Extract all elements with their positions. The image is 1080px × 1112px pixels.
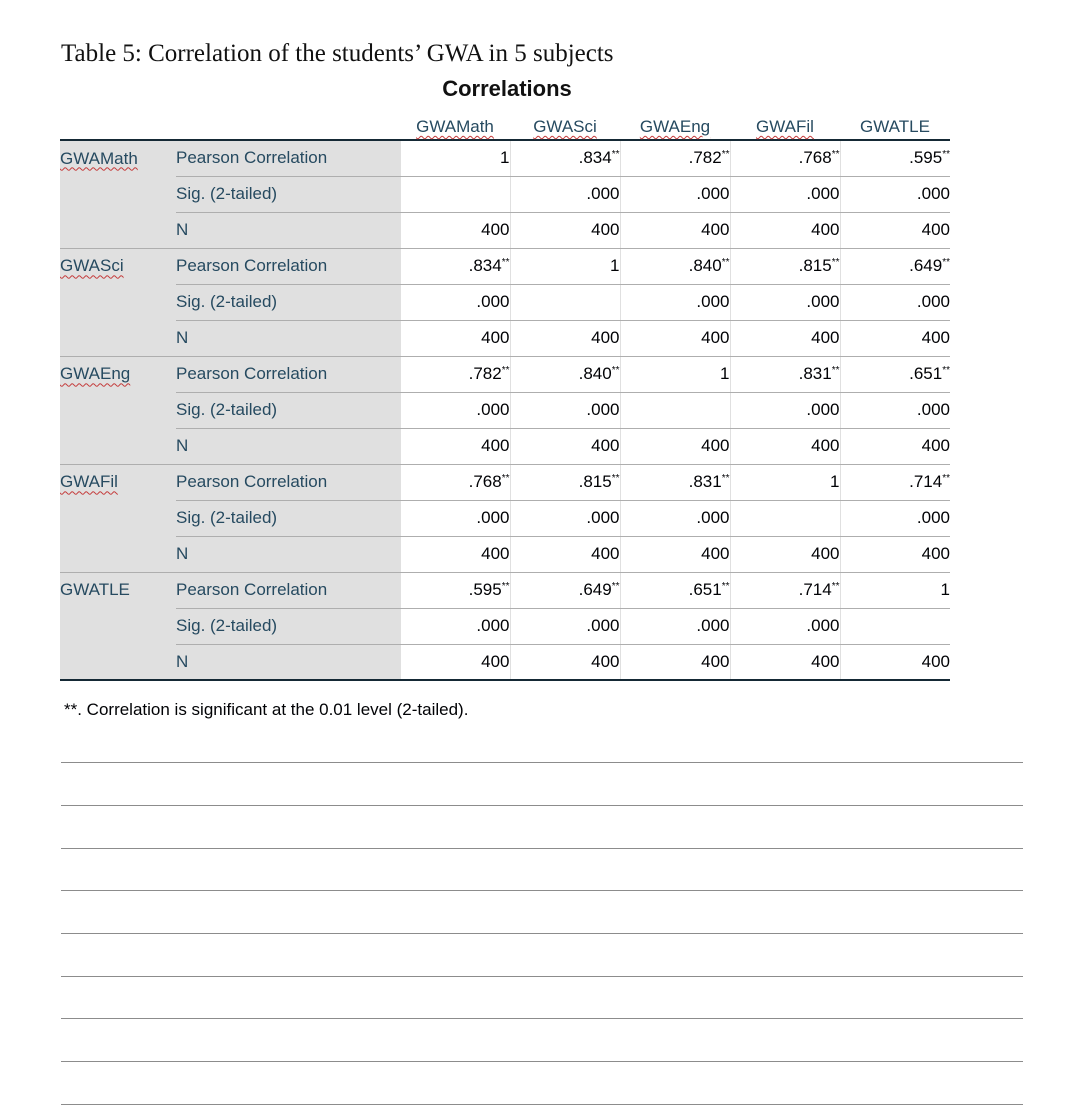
value-cell: [400, 212, 510, 248]
cell-value: .840: [578, 364, 612, 383]
cell-value: .714: [798, 580, 832, 599]
cell-value: 1: [500, 148, 510, 168]
value-cell: [730, 572, 840, 608]
value-cell: [730, 284, 840, 320]
value-cell: [620, 464, 730, 500]
stat-label-cell: N: [176, 428, 400, 464]
correlations-table: [60, 108, 950, 681]
cell-value: .000: [916, 508, 950, 527]
value-cell: [510, 140, 620, 176]
value-cell: [510, 608, 620, 644]
value-cell: [510, 284, 620, 320]
cell-value: .649: [578, 580, 612, 599]
cell-value: .834: [578, 148, 612, 168]
cell-value: 400: [591, 328, 620, 347]
significance-marker: **: [611, 581, 620, 592]
corner-cell: [60, 108, 176, 140]
value-cell: [730, 464, 840, 500]
value-cell: [840, 572, 950, 608]
cell-value: 400: [591, 436, 620, 455]
value-cell: [840, 392, 950, 428]
column-header: [730, 108, 840, 140]
significance-marker: **: [501, 257, 510, 268]
cell-value: .651: [688, 580, 722, 599]
cell-value: .000: [916, 292, 950, 311]
value-cell: [620, 284, 730, 320]
cell-value: 400: [481, 436, 510, 455]
row-header-cell: [60, 248, 176, 284]
row-header-label: GWATLE: [60, 580, 130, 600]
cell-value: .000: [916, 400, 950, 419]
value-cell: [620, 356, 730, 392]
table-row: [60, 176, 950, 212]
cell-value: .000: [916, 184, 950, 203]
value-cell: [620, 572, 730, 608]
row-header-cell: [60, 176, 176, 212]
value-cell: [510, 464, 620, 500]
row-header-label: GWAEng: [60, 364, 131, 384]
cell-value: .000: [696, 508, 730, 527]
value-cell: [730, 176, 840, 212]
cell-value: 400: [591, 544, 620, 563]
significance-marker: **: [611, 149, 620, 161]
stat-label-cell: Pearson Correlation: [176, 356, 400, 392]
row-header-cell: [60, 608, 176, 644]
table-row: [60, 212, 950, 248]
significance-marker: **: [501, 365, 510, 376]
value-cell: [400, 392, 510, 428]
value-cell: [620, 536, 730, 572]
cell-value: 400: [811, 544, 840, 563]
value-cell: [840, 428, 950, 464]
column-header: [400, 108, 510, 140]
cell-value: 400: [811, 220, 840, 239]
significance-marker: **: [721, 257, 730, 268]
table-row: [60, 248, 950, 284]
ruled-line: [61, 1061, 1023, 1062]
row-header-cell: [60, 320, 176, 356]
cell-value: 400: [481, 328, 510, 347]
value-cell: [510, 176, 620, 212]
value-cell: [620, 428, 730, 464]
value-cell: [730, 608, 840, 644]
significance-marker: **: [831, 365, 840, 376]
value-cell: [510, 392, 620, 428]
value-cell: [510, 356, 620, 392]
column-header-label: GWAEng: [639, 117, 711, 136]
table-row: [60, 536, 950, 572]
cell-value: .000: [586, 184, 620, 203]
ruled-line: [61, 933, 1023, 934]
cell-value: .714: [909, 472, 943, 491]
ruled-line: [61, 1018, 1023, 1019]
cell-value: .831: [688, 472, 722, 491]
value-cell: [730, 212, 840, 248]
value-cell: [620, 140, 730, 176]
stat-label-cell: Pearson Correlation: [176, 464, 400, 500]
value-cell: [510, 536, 620, 572]
significance-marker: **: [721, 581, 730, 592]
cell-value: 400: [701, 220, 730, 239]
significance-marker: **: [831, 149, 840, 161]
row-header-cell: [60, 392, 176, 428]
cell-value: .000: [696, 292, 730, 311]
cell-value: 400: [701, 436, 730, 455]
value-cell: [400, 176, 510, 212]
value-cell: [730, 500, 840, 536]
significance-marker: **: [501, 473, 510, 484]
value-cell: [400, 320, 510, 356]
ruled-line: [61, 890, 1023, 891]
table-row: [60, 464, 950, 500]
value-cell: [510, 572, 620, 608]
value-cell: [510, 500, 620, 536]
footnote: **. Correlation is significant at the 0.01 level (2-tailed).: [64, 700, 469, 719]
value-cell: [620, 608, 730, 644]
row-header-cell: [60, 572, 176, 608]
cell-value: 400: [811, 436, 840, 455]
value-cell: [840, 284, 950, 320]
significance-marker: **: [831, 257, 840, 268]
value-cell: [400, 572, 510, 608]
column-header-label: GWASci: [533, 117, 597, 136]
row-header-cell: [60, 464, 176, 500]
significance-marker: **: [942, 365, 950, 376]
row-header-label: GWAMath: [60, 148, 138, 168]
significance-marker: **: [721, 473, 730, 484]
stat-label-cell: N: [176, 320, 400, 356]
value-cell: [840, 644, 950, 680]
value-cell: [620, 644, 730, 680]
ruled-line: [61, 762, 1023, 763]
cell-value: 400: [921, 328, 950, 347]
stat-label-cell: N: [176, 212, 400, 248]
cell-value: .651: [909, 364, 943, 383]
cell-value: .000: [696, 616, 730, 635]
stat-label-cell: Pearson Correlation: [176, 140, 400, 176]
value-cell: [510, 428, 620, 464]
table-row: [60, 320, 950, 356]
value-cell: [400, 464, 510, 500]
cell-value: 400: [481, 220, 510, 239]
cell-value: .815: [578, 472, 612, 491]
table-row: [60, 428, 950, 464]
value-cell: [840, 248, 950, 284]
table-row: [60, 356, 950, 392]
cell-value: 400: [921, 220, 950, 239]
ruled-line: [61, 1104, 1023, 1105]
cell-value: .815: [798, 256, 832, 275]
stat-label-cell: Pearson Correlation: [176, 572, 400, 608]
value-cell: [730, 248, 840, 284]
stat-label-cell: Sig. (2-tailed): [176, 284, 400, 320]
value-cell: [730, 320, 840, 356]
cell-value: .782: [468, 364, 502, 383]
stat-label-cell: Sig. (2-tailed): [176, 176, 400, 212]
header-row: [60, 108, 950, 140]
table-title: Correlations: [442, 76, 572, 101]
cell-value: .595: [909, 148, 943, 168]
row-header-cell: [60, 536, 176, 572]
significance-marker: **: [611, 365, 620, 376]
value-cell: [400, 608, 510, 644]
cell-value: 400: [481, 651, 510, 671]
cell-value: .000: [696, 184, 730, 203]
value-cell: [620, 500, 730, 536]
value-cell: [840, 176, 950, 212]
significance-marker: **: [942, 473, 950, 484]
cell-value: .000: [806, 400, 840, 419]
value-cell: [400, 536, 510, 572]
table-row: [60, 140, 950, 176]
table-row: [60, 392, 950, 428]
cell-value: .840: [688, 256, 722, 275]
cell-value: .768: [468, 472, 502, 491]
stat-label-cell: N: [176, 536, 400, 572]
column-header: [620, 108, 730, 140]
stat-label-cell: Sig. (2-tailed): [176, 500, 400, 536]
stat-label-cell: Pearson Correlation: [176, 248, 400, 284]
cell-value: .000: [476, 616, 510, 635]
value-cell: [400, 356, 510, 392]
value-cell: [400, 284, 510, 320]
value-cell: [840, 464, 950, 500]
cell-value: 400: [921, 544, 950, 563]
cell-value: 1: [720, 364, 730, 383]
value-cell: [510, 248, 620, 284]
value-cell: [730, 644, 840, 680]
value-cell: [840, 500, 950, 536]
column-header: [840, 108, 950, 140]
significance-marker: **: [942, 257, 950, 268]
value-cell: [400, 428, 510, 464]
cell-value: 400: [811, 328, 840, 347]
cell-value: 400: [921, 436, 950, 455]
cell-value: 1: [610, 256, 620, 275]
cell-value: .000: [476, 400, 510, 419]
value-cell: [840, 320, 950, 356]
cell-value: .595: [468, 580, 502, 599]
cell-value: 400: [701, 544, 730, 563]
table-row: [60, 608, 950, 644]
row-header-label: GWASci: [60, 256, 124, 276]
value-cell: [730, 356, 840, 392]
ruled-line: [61, 805, 1023, 806]
value-cell: [730, 392, 840, 428]
cell-value: .000: [476, 292, 510, 311]
value-cell: [840, 536, 950, 572]
value-cell: [400, 248, 510, 284]
cell-value: 1: [940, 580, 950, 599]
column-header-label: GWAFil: [756, 117, 814, 136]
value-cell: [840, 608, 950, 644]
cell-value: .000: [586, 400, 620, 419]
value-cell: [730, 536, 840, 572]
value-cell: [620, 392, 730, 428]
value-cell: [620, 176, 730, 212]
significance-marker: **: [942, 149, 950, 161]
value-cell: [620, 212, 730, 248]
value-cell: [400, 644, 510, 680]
row-header-cell: [60, 500, 176, 536]
ruled-line: [61, 976, 1023, 977]
value-cell: [840, 356, 950, 392]
table-row: [60, 500, 950, 536]
significance-marker: **: [831, 581, 840, 592]
value-cell: [730, 428, 840, 464]
cell-value: .000: [806, 184, 840, 203]
value-cell: [400, 140, 510, 176]
row-header-cell: [60, 644, 176, 680]
cell-value: 400: [481, 544, 510, 563]
cell-value: 400: [591, 651, 620, 671]
significance-marker: **: [501, 581, 510, 592]
table-row: [60, 572, 950, 608]
column-header: [510, 108, 620, 140]
row-header-cell: [60, 212, 176, 248]
row-header-cell: [60, 356, 176, 392]
corner-cell: [176, 108, 400, 140]
table-caption: Table 5: Correlation of the students’ GWA in 5 subjects: [61, 40, 614, 67]
stat-label-cell: Sig. (2-tailed): [176, 392, 400, 428]
column-header-label: GWATLE: [860, 117, 930, 136]
cell-value: 400: [921, 651, 950, 671]
table-body: [60, 140, 950, 680]
cell-value: 400: [811, 651, 840, 671]
cell-value: 1: [830, 472, 840, 491]
row-header-cell: [60, 428, 176, 464]
significance-marker: **: [721, 149, 730, 161]
cell-value: .649: [909, 256, 943, 275]
cell-value: 400: [701, 651, 730, 671]
stat-label-cell: N: [176, 644, 400, 680]
value-cell: [620, 320, 730, 356]
table-row: [60, 284, 950, 320]
stat-label-cell: Sig. (2-tailed): [176, 608, 400, 644]
row-header-cell: [60, 284, 176, 320]
value-cell: [510, 644, 620, 680]
significance-marker: **: [611, 473, 620, 484]
table-row: [60, 644, 950, 680]
value-cell: [730, 140, 840, 176]
cell-value: .831: [798, 364, 832, 383]
column-header-label: GWAMath: [416, 117, 494, 136]
ruled-line: [61, 848, 1023, 849]
cell-value: .000: [806, 292, 840, 311]
value-cell: [840, 212, 950, 248]
cell-value: .834: [468, 256, 502, 275]
cell-value: .782: [688, 148, 722, 168]
value-cell: [840, 140, 950, 176]
value-cell: [620, 248, 730, 284]
cell-value: .000: [806, 616, 840, 635]
cell-value: .000: [586, 508, 620, 527]
value-cell: [510, 320, 620, 356]
value-cell: [510, 212, 620, 248]
cell-value: .768: [798, 148, 832, 168]
row-header-cell: [60, 140, 176, 176]
value-cell: [400, 500, 510, 536]
cell-value: 400: [591, 220, 620, 239]
row-header-label: GWAFil: [60, 472, 118, 492]
cell-value: .000: [586, 616, 620, 635]
cell-value: 400: [701, 328, 730, 347]
cell-value: .000: [476, 508, 510, 527]
